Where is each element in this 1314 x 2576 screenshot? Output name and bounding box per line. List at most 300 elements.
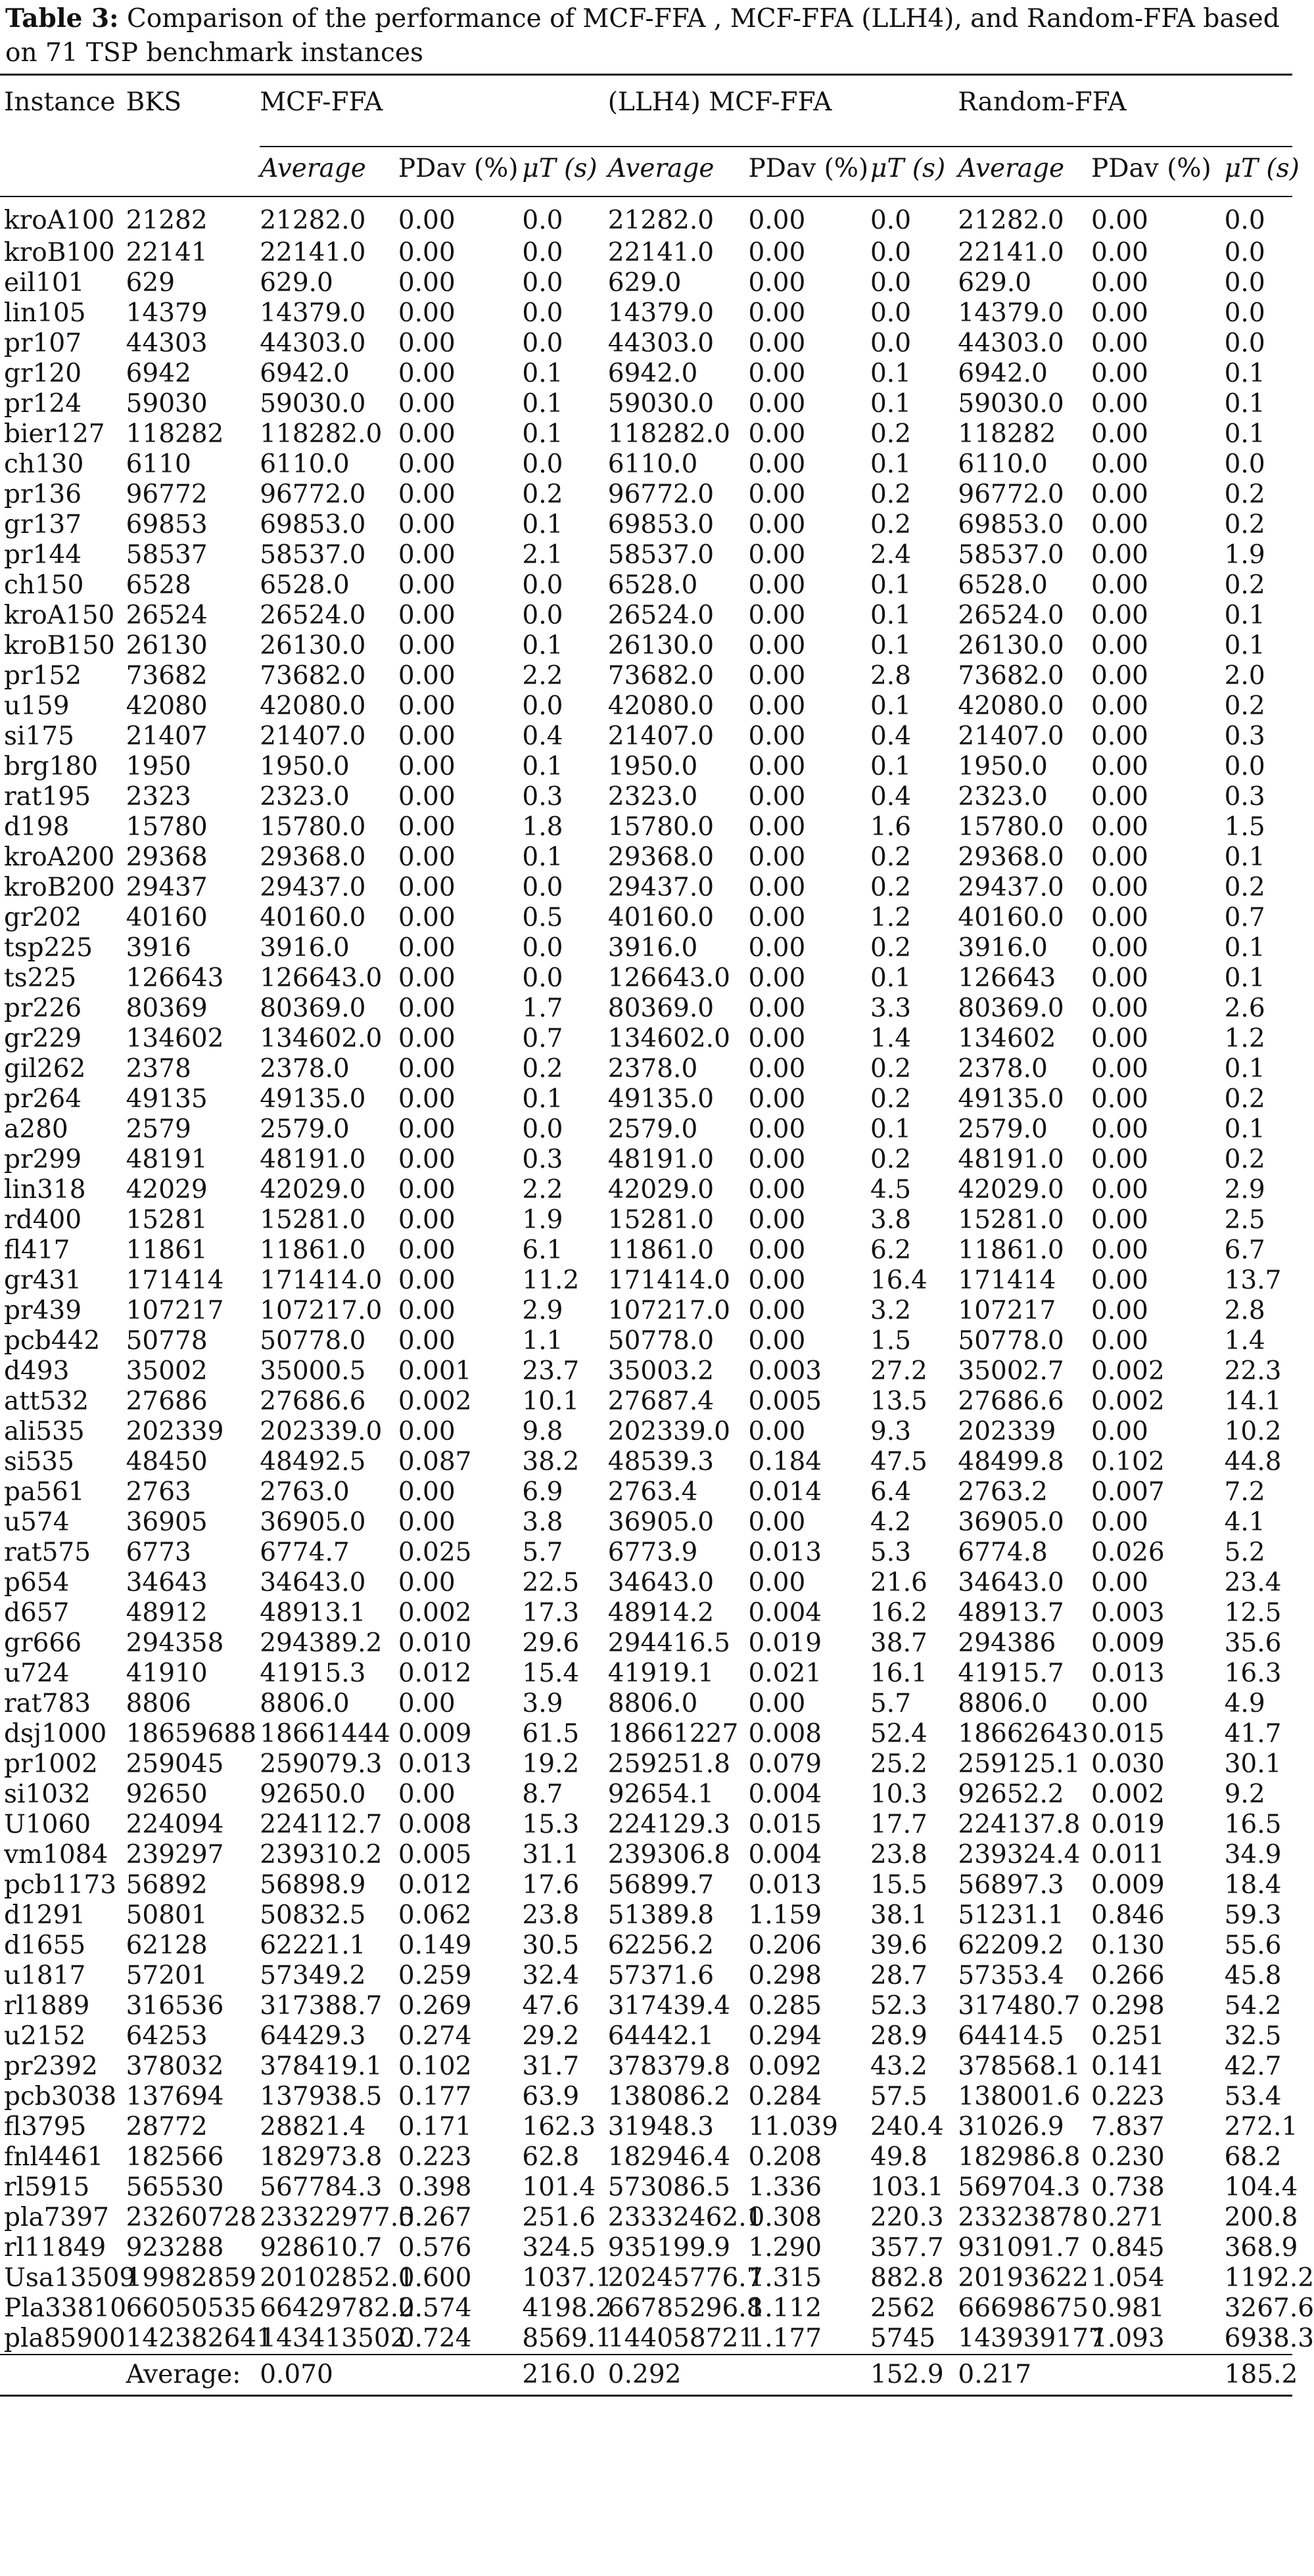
table-cell: 0.00	[748, 601, 806, 630]
table-cell: 29368	[126, 842, 208, 872]
table-cell: 73682.0	[260, 661, 366, 691]
instance-cell: rl1889	[4, 1991, 90, 2021]
instance-cell: rat783	[4, 1689, 91, 1718]
table-cell: 0.230	[1091, 2142, 1165, 2172]
table-cell: 0.4	[870, 782, 912, 812]
table-cell: 2.0	[1224, 661, 1265, 691]
table-row	[0, 1266, 1292, 1296]
table-cell: 48912	[126, 1598, 208, 1628]
table-cell: 0.2	[870, 510, 912, 540]
table-cell: 15281.0	[607, 1205, 715, 1235]
table-cell: 69853.0	[260, 510, 366, 540]
table-cell: 1.2	[1224, 1024, 1265, 1053]
table-cell: 0.0	[522, 1115, 563, 1144]
table-cell: 0.00	[748, 1175, 806, 1205]
instance-cell: rat575	[4, 1538, 91, 1567]
table-cell: 44303.0	[260, 329, 366, 358]
table-cell: 3.3	[870, 994, 912, 1023]
table-cell: 0.00	[398, 963, 456, 993]
table-cell: 73682	[126, 661, 208, 691]
table-cell: 0.00	[398, 1417, 456, 1446]
table-cell: 80369.0	[607, 994, 715, 1023]
table-cell: 0.00	[1091, 1296, 1148, 1325]
table-cell: 0.1	[870, 449, 912, 479]
table-cell: 3916.0	[260, 933, 350, 963]
table-row	[0, 1145, 1292, 1175]
table-cell: 0.00	[748, 206, 806, 235]
instance-cell: pcb1173	[4, 1870, 117, 1900]
instance-cell: kroB150	[4, 631, 115, 660]
table-cell: 40160.0	[260, 903, 366, 932]
table-cell: 22.5	[522, 1568, 580, 1598]
table-cell: 0.00	[748, 842, 806, 872]
table-cell: 10.1	[522, 1387, 580, 1416]
results-table	[0, 74, 1314, 2397]
table-cell: 0.00	[748, 419, 806, 449]
table-cell: 48191	[126, 1145, 208, 1174]
table-cell: 58537.0	[607, 540, 715, 570]
table-cell: 13.5	[870, 1387, 927, 1416]
table-cell: 52.4	[870, 1719, 927, 1749]
table-cell: 6774.7	[260, 1538, 350, 1567]
instance-cell: rat195	[4, 782, 91, 812]
table-cell: 0.0	[870, 329, 912, 358]
table-cell: 62221.1	[260, 1931, 366, 1960]
table-cell: 1192.2	[1224, 2263, 1314, 2293]
table-cell: 27687.4	[607, 1387, 715, 1416]
table-cell: 0.00	[1091, 329, 1148, 358]
table-cell: 26524.0	[607, 601, 715, 630]
table-cell: 0.1	[522, 752, 563, 781]
table-cell: 1.336	[748, 2173, 822, 2202]
table-row	[0, 691, 1292, 722]
table-cell: 171414.0	[607, 1266, 730, 1295]
average-cell: 216.0	[522, 2360, 596, 2389]
instance-cell: pcb3038	[4, 2082, 117, 2111]
table-cell: 48499.8	[958, 1447, 1064, 1477]
table-cell: 134602	[958, 1024, 1056, 1053]
instance-cell: pr144	[4, 540, 82, 570]
table-row	[0, 570, 1292, 601]
table-cell: 0.030	[1091, 1749, 1165, 1779]
table-cell: 0.00	[1091, 1507, 1148, 1537]
table-cell: 62256.2	[607, 1931, 715, 1960]
table-row	[0, 994, 1292, 1024]
table-row	[0, 2324, 1292, 2355]
table-cell: 0.009	[1091, 1870, 1165, 1900]
table-cell: 49135.0	[958, 1084, 1064, 1114]
table-cell: 0.00	[398, 631, 456, 660]
instance-cell: pr152	[4, 661, 82, 691]
table-cell: 20245776.7	[607, 2263, 763, 2293]
table-cell: 0.00	[1091, 963, 1148, 993]
table-row	[0, 1719, 1292, 1749]
table-cell: 0.00	[1091, 661, 1148, 691]
table-cell: 35002.7	[958, 1356, 1064, 1386]
table-cell: 0.00	[398, 570, 456, 600]
instance-cell: kroA150	[4, 601, 115, 630]
table-cell: 0.1	[870, 631, 912, 660]
table-cell: 57371.6	[607, 1961, 715, 1990]
caption-text: Comparison of the performance of MCF-FFA , MCF-FFA (LLH4), and Random-FFA based on 71 TSP benchmark instances	[5, 4, 1280, 68]
instance-cell: kroB100	[4, 238, 115, 267]
table-cell: 55.6	[1224, 1931, 1282, 1960]
table-cell: 0.00	[748, 480, 806, 509]
table-cell: 64414.5	[958, 2021, 1064, 2051]
table-cell: 14379.0	[260, 298, 366, 328]
table-cell: 20102852.1	[260, 2263, 415, 2293]
table-cell: 182946.4	[607, 2142, 730, 2172]
table-cell: 0.00	[1091, 570, 1148, 600]
table-cell: 0.003	[748, 1356, 822, 1386]
empty-header-cell	[126, 147, 260, 196]
table-row	[0, 2173, 1292, 2203]
table-cell: 62128	[126, 1931, 208, 1960]
table-cell: 0.1	[1224, 359, 1265, 388]
table-cell: 80369.0	[260, 994, 366, 1023]
table-cell: 0.00	[398, 540, 456, 570]
table-cell: 0.00	[748, 449, 806, 479]
table-cell: 202339	[126, 1417, 224, 1446]
table-row	[0, 963, 1292, 994]
table-cell: 11.2	[522, 1266, 580, 1295]
average-cell	[748, 2355, 870, 2396]
instance-cell: pr124	[4, 389, 82, 419]
table-cell: 0.00	[1091, 1145, 1148, 1174]
table-cell: 73682.0	[958, 661, 1064, 691]
table-cell: 0.2	[1224, 570, 1265, 600]
instance-cell: gr666	[4, 1628, 82, 1658]
instance-cell: fl417	[4, 1235, 70, 1265]
table-cell: 0.1	[1224, 389, 1265, 419]
table-cell: 931091.7	[958, 2233, 1081, 2263]
table-row	[0, 1991, 1292, 2021]
table-cell: 0.0	[522, 601, 563, 630]
table-cell: 6528.0	[958, 570, 1048, 600]
table-cell: 48913.7	[958, 1598, 1064, 1628]
table-cell: 59030.0	[607, 389, 715, 419]
instance-cell: u1817	[4, 1961, 86, 1990]
table-cell: 16.1	[870, 1659, 927, 1688]
table-cell: 0.2	[870, 842, 912, 872]
table-cell: 44303	[126, 329, 208, 358]
average-cell: 0.070	[260, 2360, 333, 2389]
table-cell: 0.00	[398, 842, 456, 872]
table-cell: 6.9	[522, 1477, 563, 1507]
table-cell: 48539.3	[607, 1447, 715, 1477]
table-cell: 19.2	[522, 1749, 580, 1779]
table-cell: 40160.0	[607, 903, 715, 932]
table-cell: 0.00	[1091, 206, 1148, 235]
table-cell: 294389.2	[260, 1628, 383, 1658]
table-cell: 0.0	[1224, 206, 1265, 235]
table-cell: 30.1	[1224, 1749, 1282, 1779]
table-cell: 32.4	[522, 1961, 580, 1990]
table-cell: 8806.0	[958, 1689, 1048, 1718]
instance-cell: gil262	[4, 1054, 86, 1084]
table-row	[0, 238, 1292, 268]
table-cell: 0.00	[398, 1689, 456, 1718]
table-cell: 6942.0	[260, 359, 350, 388]
table-cell: 2323	[126, 782, 191, 812]
table-cell: 2378	[126, 1054, 191, 1084]
table-cell: 224129.3	[607, 1810, 730, 1839]
table-cell: 0.171	[398, 2112, 472, 2142]
table-cell: 0.00	[398, 1084, 456, 1114]
table-cell: 66050535	[126, 2293, 257, 2323]
table-cell: 36905.0	[958, 1507, 1064, 1537]
table-cell: 0.00	[748, 1417, 806, 1446]
table-cell: 0.00	[1091, 631, 1148, 660]
table-cell: 378032	[126, 2052, 224, 2081]
table-cell: 64253	[126, 2021, 208, 2051]
table-cell: 0.002	[398, 1598, 472, 1628]
table-cell: 224112.7	[260, 1810, 383, 1839]
table-cell: 27686.6	[260, 1387, 366, 1416]
table-cell: 0.2	[522, 1054, 563, 1084]
table-cell: 2.5	[1224, 1205, 1265, 1235]
table-cell: 0.00	[748, 1235, 806, 1265]
table-cell: 1.9	[522, 1205, 563, 1235]
table-cell: 48913.1	[260, 1598, 366, 1628]
instance-cell: pa561	[4, 1477, 85, 1507]
table-cell: 0.269	[398, 1991, 472, 2021]
table-cell: 0.724	[398, 2324, 472, 2353]
table-cell: 42029.0	[958, 1175, 1064, 1205]
table-cell: 8806.0	[260, 1689, 350, 1718]
table-cell: 107217	[126, 1296, 224, 1325]
table-cell: 2323.0	[260, 782, 350, 812]
sub-header-average: Average	[958, 154, 1065, 183]
table-cell: 56897.3	[958, 1870, 1064, 1900]
instance-cell: gr431	[4, 1266, 82, 1295]
table-cell: 66429782.2	[260, 2293, 415, 2323]
table-cell: 6110.0	[958, 449, 1048, 479]
table-cell: 2763.2	[958, 1477, 1048, 1507]
table-cell: 0.009	[1091, 1628, 1165, 1658]
table-cell: 0.00	[1091, 419, 1148, 449]
table-row	[0, 540, 1292, 570]
table-cell: 2.8	[870, 661, 912, 691]
table-cell: 0.00	[1091, 1689, 1148, 1718]
table-cell: 0.001	[398, 1356, 472, 1386]
table-cell: 40160.0	[958, 903, 1064, 932]
table-cell: 0.015	[1091, 1719, 1165, 1749]
table-cell: 272.1	[1224, 2112, 1298, 2142]
table-cell: 138086.2	[607, 2082, 730, 2111]
table-cell: 0.00	[1091, 1084, 1148, 1114]
table-cell: 23.8	[870, 1840, 927, 1870]
instance-cell: si535	[4, 1447, 74, 1477]
table-cell: 0.2	[522, 480, 563, 509]
table-cell: 0.0	[1224, 449, 1265, 479]
table-row	[0, 842, 1292, 873]
table-cell: 96772.0	[958, 480, 1064, 509]
table-cell: 0.00	[1091, 1175, 1148, 1205]
table-cell: 0.00	[748, 994, 806, 1023]
table-cell: 4.5	[870, 1175, 912, 1205]
table-cell: 202339.0	[260, 1417, 383, 1446]
table-cell: 0.1	[522, 389, 563, 419]
table-cell: 0.00	[1091, 873, 1148, 902]
table-cell: 0.398	[398, 2173, 472, 2202]
table-cell: 0.1	[870, 691, 912, 721]
instance-cell: gr120	[4, 359, 82, 388]
table-cell: 0.00	[398, 903, 456, 932]
table-cell: 2.8	[1224, 1296, 1265, 1325]
table-cell: 259251.8	[607, 1749, 730, 1779]
average-cell: 185.2	[1224, 2360, 1298, 2389]
table-cell: 42029.0	[607, 1175, 715, 1205]
table-cell: 0.1	[870, 389, 912, 419]
table-cell: 0.00	[748, 238, 806, 267]
table-cell: 0.00	[398, 873, 456, 902]
table-cell: 29368.0	[260, 842, 366, 872]
table-cell: 0.013	[1091, 1659, 1165, 1688]
table-cell: 2.1	[522, 540, 563, 570]
table-cell: 26130.0	[260, 631, 366, 660]
table-cell: 0.00	[398, 298, 456, 328]
table-cell: 16.2	[870, 1598, 927, 1628]
table-cell: 0.1	[522, 1084, 563, 1114]
table-cell: 21282	[126, 206, 208, 235]
instance-cell: d1655	[4, 1931, 86, 1960]
table-cell: 0.251	[1091, 2021, 1165, 2051]
table-row	[0, 1870, 1292, 1900]
table-cell: 0.298	[748, 1961, 822, 1990]
table-cell: 0.0	[522, 449, 563, 479]
table-cell: 6942.0	[958, 359, 1048, 388]
table-cell: 6774.8	[958, 1538, 1048, 1567]
table-cell: 0.2	[1224, 1084, 1265, 1114]
table-cell: 16.3	[1224, 1659, 1282, 1688]
table-cell: 18661227	[607, 1719, 739, 1749]
table-cell: 368.9	[1224, 2233, 1298, 2263]
table-cell: 0.00	[748, 298, 806, 328]
table-cell: 15780.0	[260, 812, 366, 842]
table-row	[0, 329, 1292, 359]
instance-cell: u574	[4, 1507, 70, 1537]
table-cell: 58537.0	[958, 540, 1064, 570]
table-cell: 0.00	[748, 1689, 806, 1718]
table-cell: 0.00	[748, 389, 806, 419]
table-cell: 0.00	[748, 752, 806, 781]
table-cell: 6.2	[870, 1235, 912, 1265]
table-cell: 0.00	[1091, 722, 1148, 751]
table-cell: 62.8	[522, 2142, 580, 2172]
table-cell: 0.2	[1224, 510, 1265, 540]
instance-cell: gr137	[4, 510, 82, 540]
table-cell: 15.4	[522, 1659, 580, 1688]
table-row	[0, 1477, 1292, 1507]
table-cell: 0.00	[398, 812, 456, 842]
table-row	[0, 1568, 1292, 1598]
table-cell: 0.271	[1091, 2203, 1165, 2232]
table-cell: 324.5	[522, 2233, 596, 2263]
table-cell: 0.00	[748, 1205, 806, 1235]
table-cell: 182986.8	[958, 2142, 1081, 2172]
table-cell: 29437	[126, 873, 208, 902]
table-cell: 16.4	[870, 1266, 927, 1295]
instance-cell: u159	[4, 691, 70, 721]
table-cell: 47.6	[522, 1991, 580, 2021]
table-cell: 26130.0	[958, 631, 1064, 660]
table-cell: 26524.0	[260, 601, 366, 630]
instance-cell: eil101	[4, 268, 85, 298]
instance-cell: pr439	[4, 1296, 82, 1325]
table-cell: 1.112	[748, 2293, 822, 2323]
table-cell: 1.315	[748, 2263, 822, 2293]
table-cell: 0.0	[522, 963, 563, 993]
table-row	[0, 268, 1292, 298]
table-cell: 3.8	[870, 1205, 912, 1235]
instance-cell: pr107	[4, 329, 82, 358]
table-cell: 569704.3	[958, 2173, 1081, 2202]
table-cell: 42080.0	[260, 691, 366, 721]
table-cell: 23.8	[522, 1900, 580, 1930]
table-cell: 66698675	[958, 2293, 1089, 2323]
table-row	[0, 1175, 1292, 1205]
table-cell: 0.00	[398, 994, 456, 1023]
table-cell: 26130.0	[607, 631, 715, 660]
table-cell: 59030	[126, 389, 208, 419]
table-row	[0, 1447, 1292, 1477]
table-cell: 8569.1	[522, 2324, 612, 2353]
table-cell: 49135.0	[260, 1084, 366, 1114]
table-cell: 0.00	[398, 359, 456, 388]
table-row	[0, 1326, 1292, 1356]
table-cell: 73682.0	[607, 661, 715, 691]
table-cell: 629.0	[607, 268, 682, 298]
table-cell: 202339	[958, 1417, 1056, 1446]
table-cell: 59.3	[1224, 1900, 1282, 1930]
table-cell: 0.00	[748, 1054, 806, 1084]
table-cell: 0.00	[1091, 389, 1148, 419]
table-cell: 21407.0	[607, 722, 715, 751]
table-row	[0, 2021, 1292, 2052]
table-cell: 171414.0	[260, 1266, 383, 1295]
table-cell: 1.4	[1224, 1326, 1265, 1356]
table-cell: 0.576	[398, 2233, 472, 2263]
table-cell: 0.267	[398, 2203, 472, 2232]
table-cell: 118282	[958, 419, 1056, 449]
table-cell: 69853	[126, 510, 208, 540]
table-cell: 1.9	[1224, 540, 1265, 570]
table-cell: 42.7	[1224, 2052, 1282, 2081]
average-cell: 152.9	[870, 2360, 944, 2389]
group-header-llh4-mcf-ffa: (LLH4) MCF-FFA	[608, 75, 958, 147]
table-cell: 0.00	[398, 1326, 456, 1356]
sub-header-average: Average	[260, 154, 366, 183]
table-cell: 1.4	[870, 1024, 912, 1053]
table-row	[0, 449, 1292, 480]
instance-cell: d493	[4, 1356, 70, 1386]
instance-cell: kroA100	[4, 206, 115, 235]
table-cell: 565530	[126, 2173, 224, 2202]
table-cell: 18662643	[958, 1719, 1089, 1749]
table-cell: 0.013	[748, 1870, 822, 1900]
table-cell: 42080.0	[607, 691, 715, 721]
table-cell: 2.2	[522, 1175, 563, 1205]
table-cell: 126643.0	[260, 963, 383, 993]
table-cell: 0.013	[398, 1749, 472, 1779]
table-cell: 118282.0	[607, 419, 730, 449]
table-cell: 21282.0	[260, 206, 366, 235]
table-cell: 0.1	[522, 419, 563, 449]
table-cell: 69853.0	[607, 510, 715, 540]
table-cell: 0.079	[748, 1749, 822, 1779]
instance-cell: ch130	[4, 449, 84, 479]
